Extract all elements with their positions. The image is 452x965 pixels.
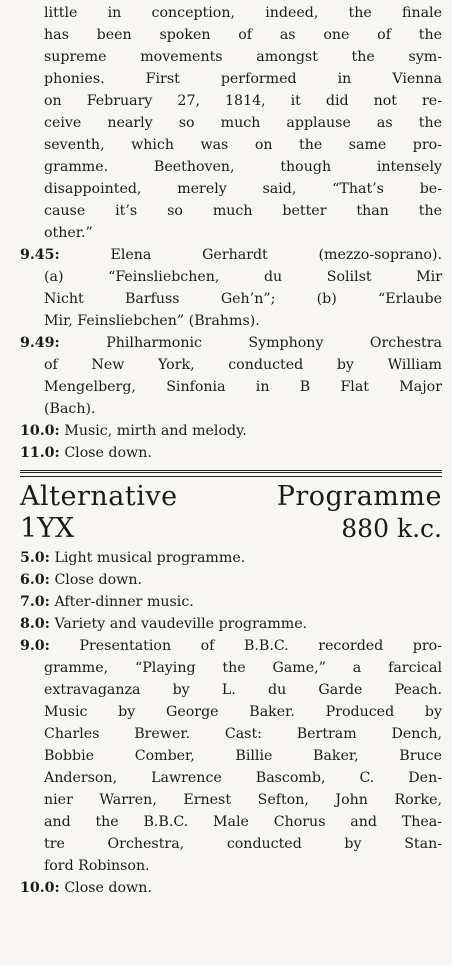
item-text: Music, mirth and melody. [64,423,247,439]
list-item [20,569,442,591]
intro-line: ceive nearly so much applause as the [44,115,442,131]
item-text: (Bach). [44,401,96,417]
item-text: Nicht Barfuss Geh’n”; (b) “Erlaube [44,291,442,307]
item-text: Close down. [64,445,152,461]
item-text: extravaganza by L. du Garde Peach. [44,682,442,698]
intro-line: other.” [44,225,93,241]
item-text: After-dinner music. [54,594,194,610]
item-text: (a) “Feinsliebchen, du Solilst Mir [44,269,442,285]
intro-line: supreme movements amongst the sym- [44,49,442,65]
item-text: Light musical programme. [54,550,246,566]
item-text: Mengelberg, Sinfonia in B Flat Major [44,379,442,395]
item-text: and the B.B.C. Male Chorus and Thea- [44,814,442,830]
list-item [20,420,442,442]
intro-paragraph [20,0,442,244]
list-item [20,244,442,332]
item-time: 8.0: [20,616,50,632]
list-item [20,635,442,877]
station-callsign: 1YX [20,513,75,544]
item-text: Close down. [54,572,142,588]
item-text: Elena Gerhardt (mezzo-soprano). [110,247,442,263]
item-text: Charles Brewer. Cast: Bertram Dench, [44,726,442,742]
item-time: 6.0: [20,572,50,588]
item-time: 9.49: [20,335,60,351]
station-title-right: Programme [276,481,442,512]
intro-line: phonies. First performed in Vienna [44,71,442,87]
item-time: 9.45: [20,247,60,263]
list-item [20,332,442,420]
section-divider [20,470,442,477]
item-text: Anderson, Lawrence Bascomb, C. Den- [44,770,442,786]
list-item [20,591,442,613]
station-frequency: 880 k.c. [341,514,442,543]
station-header [20,481,442,545]
item-text: Mir, Feinsliebchen” (Brahms). [44,313,260,329]
intro-line: little in conception, indeed, the finale [44,5,442,21]
item-text: Close down. [64,880,152,896]
item-text: Presentation of B.B.C. recorded pro- [79,638,442,654]
intro-line: seventh, which was on the same pro- [44,137,442,153]
item-text: ford Robinson. [44,858,150,874]
programme-list-1 [20,244,442,464]
item-text: of New York, conducted by William [44,357,442,373]
intro-line: on February 27, 1814, it did not re- [44,93,442,109]
list-item [20,877,442,899]
item-time: 10.0: [20,423,60,439]
station-title-left: Alternative [20,481,178,512]
item-time: 10.0: [20,880,60,896]
intro-line: disappointed, merely said, “That’s be- [44,181,442,197]
programme-list-2 [20,547,442,899]
item-text: Variety and vaudeville programme. [54,616,308,632]
item-text: nier Warren, Ernest Sefton, John Rorke, [44,792,442,808]
intro-line: gramme. Beethoven, though intensely [44,159,442,175]
item-text: gramme, “Playing the Game,” a farcical [44,660,442,676]
item-time: 5.0: [20,550,50,566]
intro-line: has been spoken of as one of the [44,27,442,43]
item-text: Bobbie Comber, Billie Baker, Bruce [44,748,442,764]
item-text: Music by George Baker. Produced by [44,704,442,720]
item-text: Philharmonic Symphony Orchestra [106,335,442,351]
intro-line: cause it’s so much better than the [44,203,442,219]
list-item [20,613,442,635]
item-time: 11.0: [20,445,60,461]
list-item [20,442,442,464]
item-time: 7.0: [20,594,50,610]
list-item [20,547,442,569]
item-text: tre Orchestra, conducted by Stan- [44,836,442,852]
item-time: 9.0: [20,638,50,654]
